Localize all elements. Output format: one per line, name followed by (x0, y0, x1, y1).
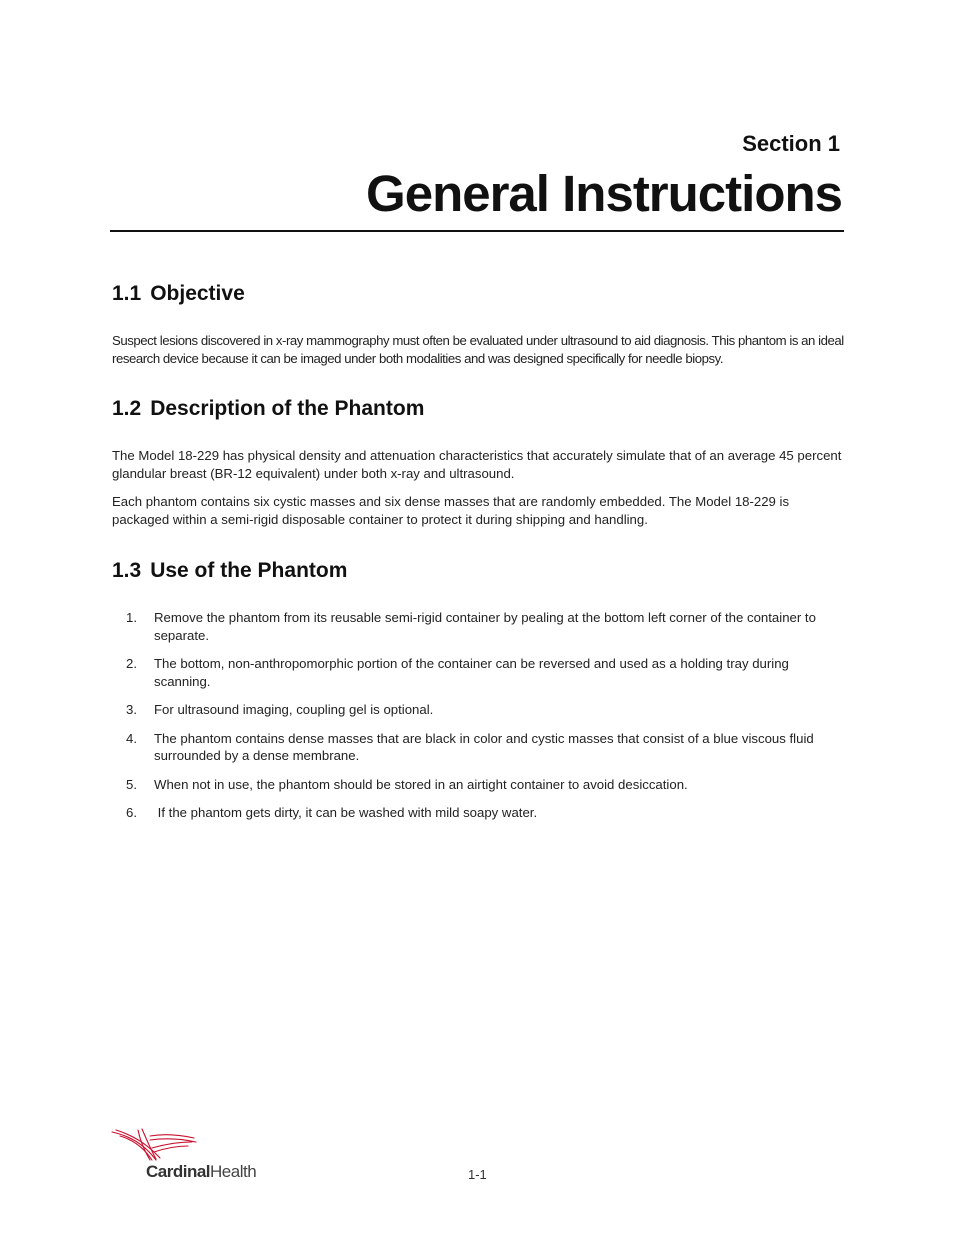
list-item-text: The bottom, non-anthropomorphic portion of the container can be reversed and used as a holding tray during scanning. (154, 656, 789, 689)
page-number: 1-1 (468, 1167, 487, 1182)
list-item (112, 609, 844, 644)
section-title: Use of the Phantom (150, 559, 348, 582)
list-item-number: 1. (126, 610, 137, 625)
paragraph: Suspect lesions discovered in x-ray mammography must often be evaluated under ultrasound to aid diagnosis. This phantom is an ideal research device because it can be imaged under both modalities and was designed specifically for needle biopsy. (112, 333, 844, 366)
instruction-list (112, 609, 844, 822)
page-title: General Instructions (366, 165, 842, 222)
list-item-text: Remove the phantom from its reusable semi-rigid container by pealing at the bottom left corner of the container to separate. (154, 610, 816, 643)
list-item (112, 701, 844, 719)
list-item-text: When not in use, the phantom should be stored in an airtight container to avoid desiccation. (154, 776, 688, 792)
section-heading (112, 397, 844, 421)
cardinal-swoosh-icon (110, 1126, 200, 1166)
section-description (112, 397, 844, 528)
section-heading (112, 559, 844, 583)
list-item (112, 804, 844, 822)
list-item-number: 4. (126, 730, 137, 746)
section-number: 1.3 (112, 559, 142, 582)
section-use (112, 559, 844, 822)
list-item-number: 6. (126, 805, 137, 820)
list-item (112, 730, 844, 765)
section-heading (112, 282, 844, 306)
paragraph: The Model 18-229 has physical density and attenuation characteristics that accurately simulate that of an average 45 percent glandular breast (BR-12 equivalent) under both x-ray and ultrasound. (112, 448, 842, 481)
list-item-number: 2. (126, 656, 137, 671)
main-content (112, 282, 844, 833)
logo-wordmark-bold: Cardinal (146, 1162, 211, 1181)
section-label: Section 1 (742, 131, 840, 156)
title-divider (110, 230, 844, 232)
section-objective (112, 282, 844, 367)
paragraph: Each phantom contains six cystic masses and six dense masses that are randomly embedded. The Model 18-229 is packaged within a semi-rigid disposable container to protect it during shipping and handling. (112, 494, 790, 527)
list-item-text: The phantom contains dense masses that are black in color and cystic masses that consist of a blue viscous fluid surrounded by a dense membrane. (154, 730, 814, 763)
list-item-number: 3. (126, 702, 137, 717)
section-title: Objective (150, 282, 245, 305)
list-item-text: For ultrasound imaging, coupling gel is optional. (154, 702, 434, 717)
list-item-number: 5. (126, 776, 137, 792)
list-item (112, 655, 844, 690)
list-item (112, 776, 844, 794)
cardinal-health-logo (110, 1126, 270, 1186)
section-number: 1.1 (112, 282, 142, 305)
logo-wordmark (146, 1162, 256, 1182)
section-number: 1.2 (112, 397, 142, 420)
logo-wordmark-regular: Health (210, 1162, 257, 1181)
section-title: Description of the Phantom (150, 397, 425, 420)
list-item-text: If the phantom gets dirty, it can be washed with mild soapy water. (154, 805, 538, 820)
